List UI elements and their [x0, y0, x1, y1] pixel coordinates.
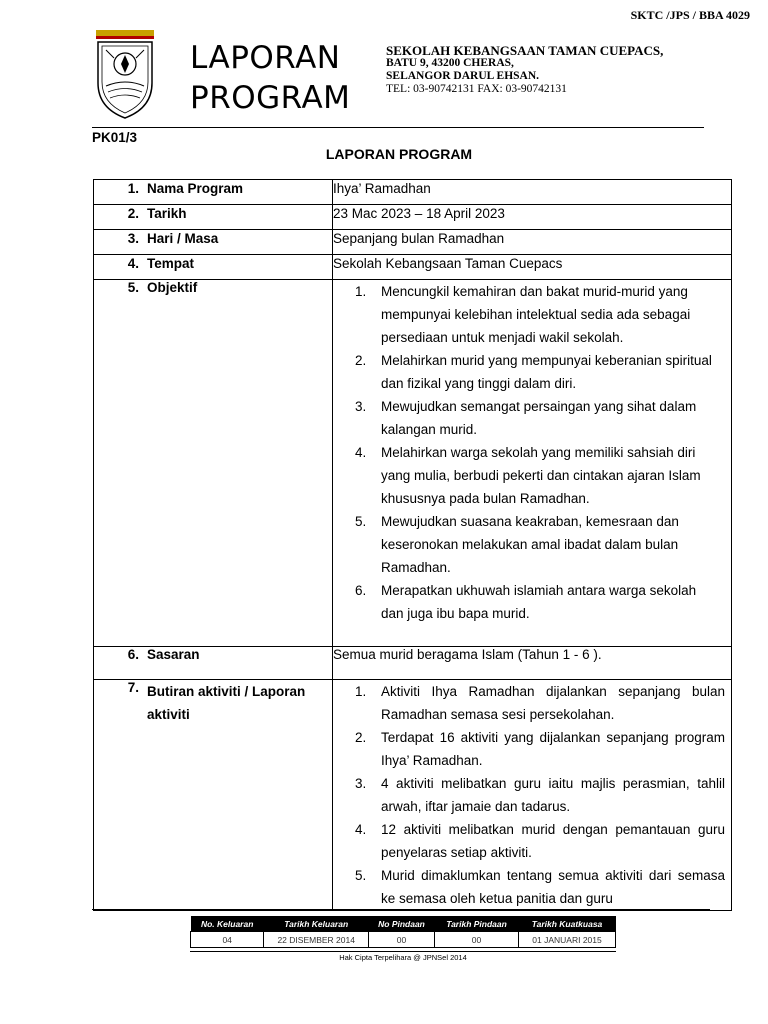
objective-list — [333, 280, 731, 625]
footer-divider — [92, 909, 710, 910]
row-label: Hari / Masa — [147, 231, 219, 246]
row-number: 3. — [127, 231, 139, 246]
column-header: No Pindaan — [369, 916, 435, 932]
school-name: SEKOLAH KEBANGSAAN TAMAN CUEPACS, — [386, 43, 664, 58]
row-number: 7. — [127, 680, 139, 695]
copyright-notice: Hak Cipta Terpelihara @ JPNSel 2014 — [190, 951, 616, 962]
table-header-row — [191, 916, 616, 932]
target-row — [94, 647, 732, 680]
table-row — [94, 230, 732, 255]
row-label: Tempat — [147, 256, 195, 271]
row-number: 6. — [127, 647, 139, 662]
document-code: SKTC /JPS / BBA 4029 — [630, 8, 750, 22]
row-label: Sasaran — [147, 647, 200, 662]
column-header: Tarikh Kuatkuasa — [519, 916, 616, 932]
table-row — [94, 255, 732, 280]
row-value: 23 Mac 2023 – 18 April 2023 — [333, 205, 732, 230]
row-value: Semua murid beragama Islam (Tahun 1 - 6 ). — [333, 647, 732, 680]
school-address-1: BATU 9, 43200 CHERAS, — [386, 57, 514, 69]
row-value: Ihya’ Ramadhan — [333, 180, 732, 205]
school-address-block — [386, 44, 663, 96]
table-cell: 22 DISEMBER 2014 — [264, 932, 369, 948]
school-crest-logo — [92, 28, 158, 120]
row-value: Sekolah Kebangsaan Taman Cuepacs — [333, 255, 732, 280]
row-number: 2. — [127, 206, 139, 221]
document-title: LAPORAN PROGRAM — [325, 146, 473, 162]
row-label: Tarikh — [147, 206, 187, 221]
list-item: 1. Aktiviti Ihya Ramadhan dijalankan sepanjang bulan Ramadhan semasa sesi persekolahan. — [355, 684, 725, 722]
table-row — [191, 932, 616, 948]
list-item: 3. 4 aktiviti melibatkan guru iaitu majlis perasmian, tahlil arwah, iftar jamaie dan tadarus. — [355, 776, 725, 814]
list-item: 2. Terdapat 16 aktiviti yang dijalankan sepanjang program Ihya’ Ramadhan. — [355, 730, 725, 768]
column-header: No. Keluaran — [191, 916, 264, 932]
activity-list — [333, 680, 731, 910]
list-item: 4. Melahirkan warga sekolah yang memiliki sahsiah diri yang mulia, berbudi pekerti dan cintakan ajaran Islam khususnya pada bulan Ramadhan. — [355, 445, 701, 506]
row-number: 1. — [127, 181, 139, 196]
title-line-1: LAPORAN — [190, 40, 341, 76]
table-cell: 00 — [369, 932, 435, 948]
report-title — [190, 38, 350, 118]
list-item: 5. Mewujudkan suasana keakraban, kemesraan dan keseronokan melakukan amal ibadat dalam bulan Ramadhan. — [355, 514, 679, 575]
objective-row — [94, 280, 732, 647]
list-item: 3. Mewujudkan semangat persaingan yang sihat dalam kalangan murid. — [355, 399, 697, 437]
list-item: 6. Merapatkan ukhuwah islamiah antara warga sekolah dan juga ibu bapa murid. — [355, 583, 697, 621]
school-address-2: SELANGOR DARUL EHSAN. — [386, 70, 540, 82]
row-number: 5. — [127, 280, 139, 295]
column-header: Tarikh Keluaran — [264, 916, 369, 932]
list-item: 5. Murid dimaklumkan tentang semua aktiviti dari semasa ke semasa oleh ketua panitia dan guru — [355, 868, 725, 906]
row-label: Objektif — [147, 280, 198, 295]
table-cell: 00 — [435, 932, 519, 948]
column-header: Tarikh Pindaan — [435, 916, 519, 932]
list-item: 1. Mencungkil kemahiran dan bakat murid-murid yang mempunyai kelebihan intelektual sedia ada sebagai persediaan untuk menjadi wakil sekolah. — [355, 284, 691, 345]
row-value: Sepanjang bulan Ramadhan — [333, 230, 732, 255]
table-row — [94, 180, 732, 205]
list-item: 4. 12 aktiviti melibatkan murid dengan pemantauan guru penyelaras setiap aktiviti. — [355, 822, 725, 860]
row-label: Nama Program — [147, 181, 244, 196]
form-code: PK01/3 — [92, 130, 138, 145]
row-label: Butiran aktiviti / Laporan aktiviti — [147, 684, 306, 722]
report-table — [93, 179, 732, 911]
table-row — [94, 205, 732, 230]
header-divider — [92, 127, 704, 128]
school-contact: TEL: 03-90742131 FAX: 03-90742131 — [386, 83, 567, 95]
title-line-2: PROGRAM — [190, 80, 351, 116]
list-item: 2. Melahirkan murid yang mempunyai keberanian spiritual dan fizikal yang tinggi dalam diri. — [355, 353, 712, 391]
row-number: 4. — [127, 256, 139, 271]
revision-table — [190, 916, 616, 948]
table-cell: 01 JANUARI 2015 — [519, 932, 616, 948]
table-cell: 04 — [191, 932, 264, 948]
activity-row — [94, 680, 732, 911]
